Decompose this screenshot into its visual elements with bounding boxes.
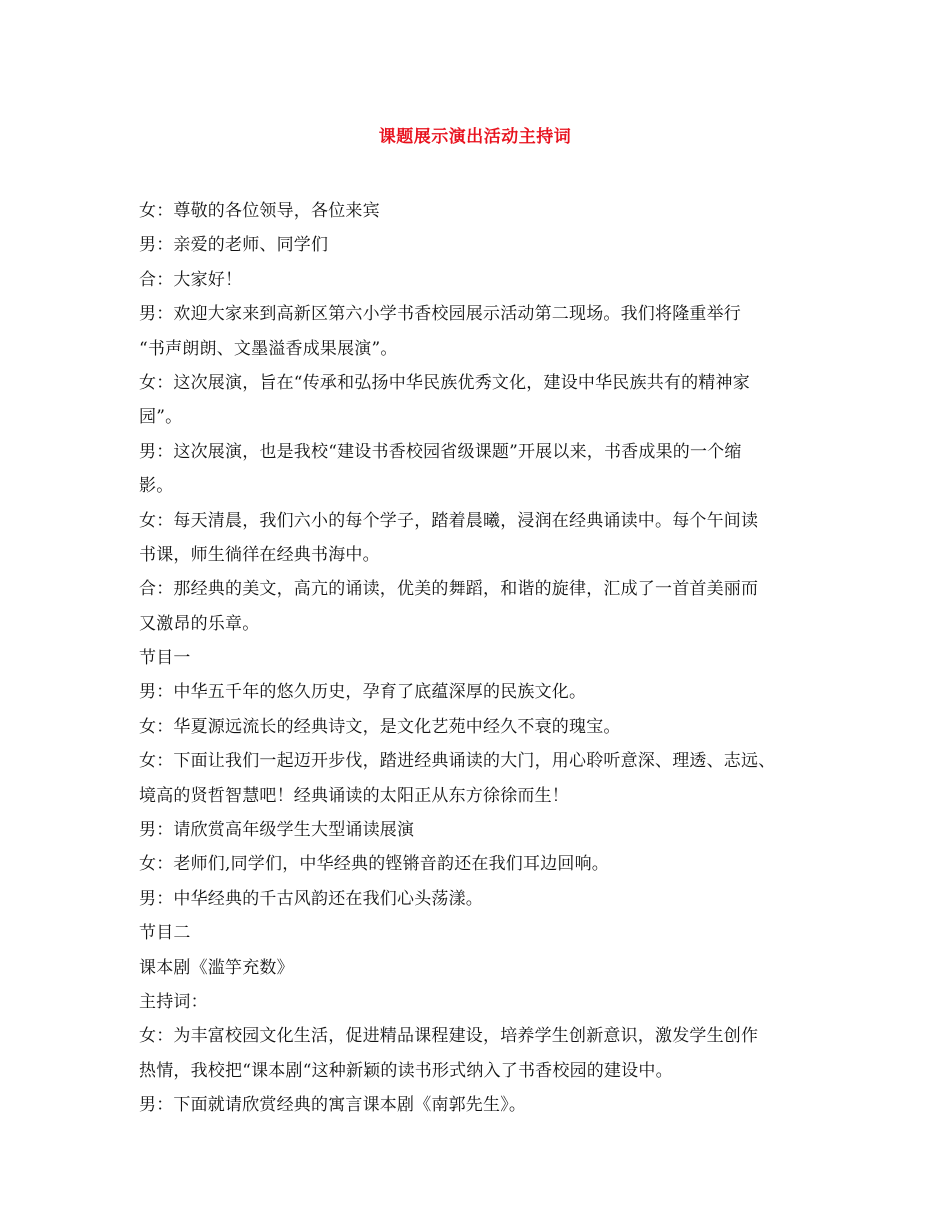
text-line: 合：大家好！ [139, 269, 243, 290]
text-line: 书课，师生徜徉在经典书海中。 [139, 544, 380, 565]
text-line: 境高的贤哲智慧吧！经典诵读的太阳正从东方徐徐而生！ [139, 785, 569, 806]
text-line: 男：中华五千年的悠久历史，孕育了底蕴深厚的民族文化。 [139, 682, 587, 703]
text-line: 男：亲爱的老师、同学们 [139, 235, 329, 256]
text-line: 男：请欣赏高年级学生大型诵读展演 [139, 820, 415, 841]
text-line: 男：下面就请欣赏经典的寓言课本剧《南郭先生》。 [139, 1095, 527, 1116]
text-line: 女：下面让我们一起迈开步伐，踏进经典诵读的大门，用心聆听意深、理透、志远、 [139, 751, 776, 772]
text-line: 男：欢迎大家来到高新区第六小学书香校园展示活动第二现场。我们将隆重举行 [139, 304, 741, 325]
text-line: 热情，我校把“课本剧“这种新颖的读书形式纳入了书香校园的建设中。 [139, 1060, 673, 1081]
text-line: 女：这次展演，旨在“传承和弘扬中华民族优秀文化，建设中华民族共有的精神家 [139, 372, 750, 393]
text-line: 女：每天清晨，我们六小的每个学子，踏着晨曦，浸润在经典诵读中。每个午间读 [139, 510, 759, 531]
text-line: 合：那经典的美文，高亢的诵读，优美的舞蹈，和谐的旋律，汇成了一首首美丽而 [139, 579, 759, 600]
text-line: 女：尊敬的各位领导，各位来宾 [139, 201, 380, 221]
text-line: 又激昂的乐章。 [139, 613, 260, 634]
section-heading: 节目一 [139, 648, 191, 669]
document-title: 课题展示演出活动主持词 [378, 127, 572, 147]
text-line: 女：老师们,同学们，中华经典的铿锵音韵还在我们耳边回响。 [139, 854, 610, 875]
text-line: 课本剧《滥竽充数》 [139, 957, 294, 978]
text-line: 男：中华经典的千古风韵还在我们心头荡漾。 [139, 888, 483, 909]
text-line: 主持词： [139, 991, 208, 1012]
text-line: “书声朗朗、文墨溢香成果展演”。 [139, 338, 398, 359]
document-body [139, 194, 829, 1123]
text-line: 男：这次展演，也是我校“建设书香校园省级课题”开展以来，书香成果的一个缩 [139, 441, 742, 462]
text-line: 影。 [139, 476, 174, 497]
text-line: 园”。 [139, 407, 183, 428]
text-line: 女：为丰富校园文化生活，促进精品课程建设，培养学生创新意识，激发学生创作 [139, 1026, 759, 1047]
section-heading: 节目二 [139, 923, 191, 944]
text-line: 女：华夏源远流长的经典诗文，是文化艺苑中经久不衰的瑰宝。 [139, 716, 621, 737]
